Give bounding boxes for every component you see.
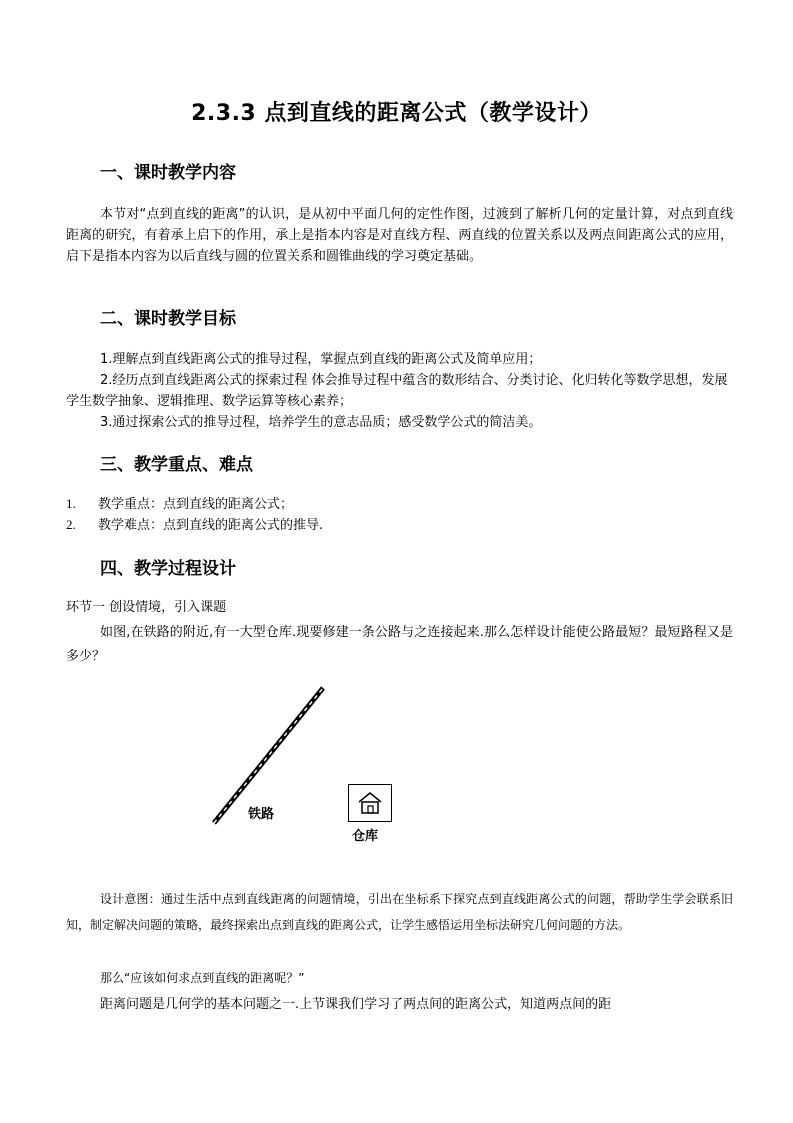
question-line: 那么“应该如何求点到直线的距离呢？” (100, 971, 305, 985)
railway-warehouse-figure (200, 680, 420, 850)
keypoint-item-2 (66, 515, 733, 536)
content-paragraph: 本节对“点到直线的距离”的认识，是从初中平面几何的定性作图，过渡到了解析几何的定量计算，对点到直线距离的研究，有着承上启下的作用，承上是指本内容是对直线方程、两直线的位置关系以及两点间距离公式的应用，启下是指本内容为以后直线与圆的位置关系和圆锥曲线的学习奠定基础。 (66, 207, 733, 264)
section-heading-content: 一、课时教学内容 (100, 163, 236, 183)
goal-item-3: 3.通过探索公式的推导过程，培养学生的意志品质；感受数学公式的简洁美。 (100, 415, 542, 430)
warehouse-label: 仓库 (352, 829, 379, 844)
step1-title: 环节一 创设情境，引入课题 (66, 600, 227, 615)
keypoint-number: 1. (66, 496, 76, 511)
design-intent-paragraph: 设计意图：通过生活中点到直线距离的问题情境，引出在坐标系下探究点到直线距离公式的问题，帮助学生学会联系旧知，制定解决问题的策略，最终探索出点到直线的距离公式，让学生感悟运用坐标法研究几何问题的方法。 (66, 892, 733, 932)
keypoint-item-1 (66, 494, 733, 515)
goal-item-2: 2.经历点到直线距离公式的探索过程 体会推导过程中蕴含的数形结合、分类讨论、化归转化等数学思想，发展学生数学抽象、逻辑推理、数学运算等核心素养； (66, 373, 728, 409)
continuation-paragraph: 距离问题是几何学的基本问题之一.上节课我们学习了两点间的距离公式，知道两点间的距 (100, 997, 612, 1012)
section-heading-process: 四、教学过程设计 (100, 559, 236, 579)
step1-paragraph: 如图,在铁路的附近,有一大型仓库.现要修建一条公路与之连接起来.那么怎样设计能使公路最短？最短路程又是多少？ (66, 625, 733, 664)
railway-label: 铁路 (248, 807, 275, 822)
section-heading-keypoints: 三、教学重点、难点 (100, 455, 253, 475)
keypoint-text: 教学重点：点到直线的距离公式； (98, 497, 294, 512)
page-title: 2.3.3 点到直线的距离公式（教学设计） (191, 101, 602, 126)
keypoint-text: 教学难点：点到直线的距离公式的推导. (98, 518, 324, 533)
house-icon (349, 785, 391, 821)
warehouse-box (348, 784, 392, 822)
keypoint-number: 2. (66, 517, 76, 532)
goal-item-1: 1.理解点到直线距离公式的推导过程，掌握点到直线的距离公式及简单应用； (100, 352, 542, 367)
section-heading-goals: 二、课时教学目标 (100, 309, 236, 329)
